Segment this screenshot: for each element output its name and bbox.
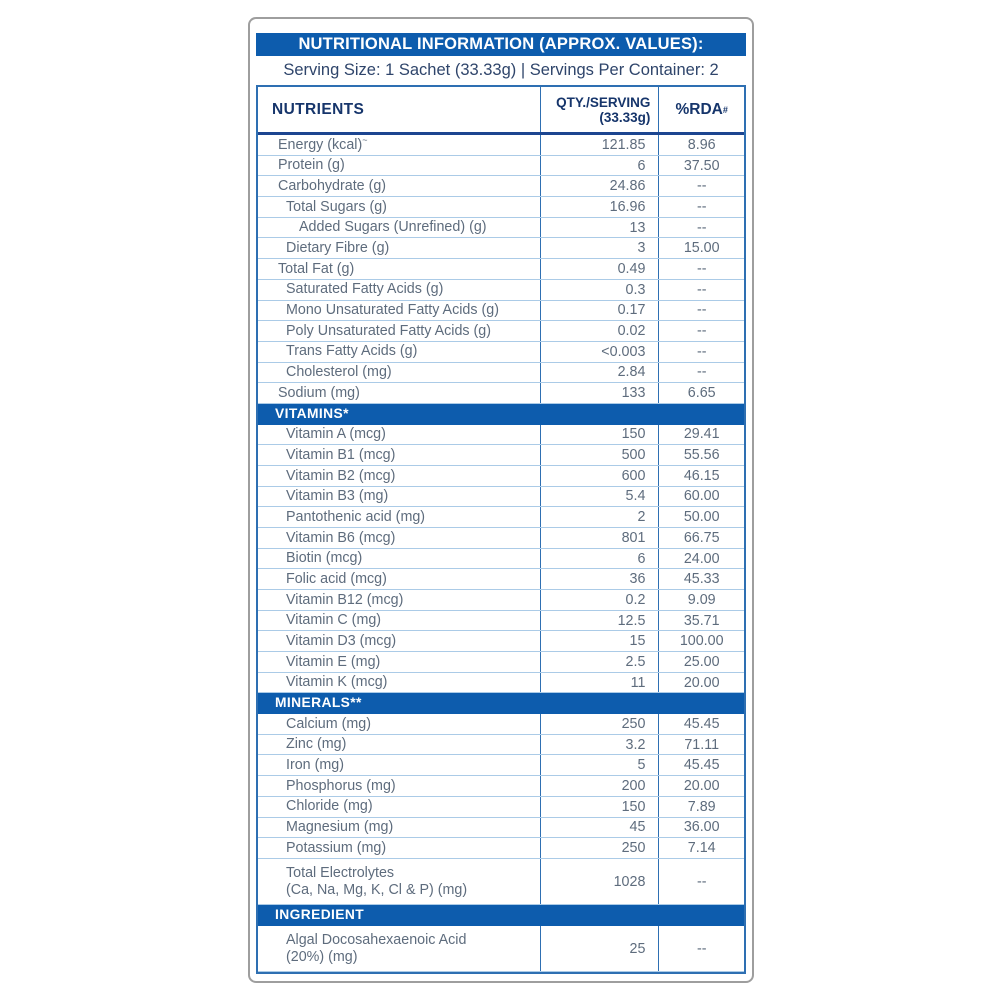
nutrient-name: Saturated Fatty Acids (g) [258,280,541,300]
nutrient-name: Mono Unsaturated Fatty Acids (g) [258,301,541,321]
nutrient-name: Algal Docosahexaenoic Acid (20%) (mg) [258,926,541,972]
nutrient-name: Vitamin C (mg) [258,611,541,631]
table-row [258,487,744,508]
qty-value: 0.2 [541,590,660,610]
col-header-qty-line1: QTY./SERVING [556,94,651,110]
nutrient-name: Total Sugars (g) [258,197,541,217]
qty-value: 6 [541,156,660,176]
rda-value: 25.00 [683,653,720,670]
rda-value: 50.00 [683,509,720,526]
qty-value: 150 [541,425,660,445]
table-row [258,197,744,218]
label-title: NUTRITIONAL INFORMATION (APPROX. VALUES): [256,33,746,56]
rda-value: -- [696,219,707,236]
table-row [258,652,744,673]
qty-value: 250 [541,714,660,734]
table-row [258,673,744,694]
table-row [258,549,744,570]
qty-value: 2 [541,507,660,527]
nutrient-name: Poly Unsaturated Fatty Acids (g) [258,321,541,341]
table-row [258,466,744,487]
qty-value: 15 [541,631,660,651]
nutrient-name: Folic acid (mcg) [258,569,541,589]
nutrition-label [248,17,754,983]
rda-value: 24.00 [683,550,720,567]
qty-value: 0.17 [541,301,660,321]
nutrient-name: Vitamin B2 (mcg) [258,466,541,486]
qty-value: 121.85 [541,135,660,155]
table-row [258,797,744,818]
rda-value: -- [696,873,707,890]
rda-value: 60.00 [683,488,720,505]
table-row [258,735,744,756]
nutrition-table [256,85,746,974]
nutrient-name: Sodium (mg) [258,383,541,403]
table-row [258,363,744,384]
rda-value: 20.00 [683,674,720,691]
rda-value: 46.15 [683,467,720,484]
rda-value: 66.75 [683,529,720,546]
table-row [258,507,744,528]
table-row [258,445,744,466]
table-row [258,528,744,549]
col-header-rda: %RDA # [675,100,728,118]
qty-value: 150 [541,797,660,817]
rda-value: 29.41 [683,426,720,443]
qty-value: 11 [541,673,660,693]
nutrient-name: Total Electrolytes (Ca, Na, Mg, K, Cl & P) (mg) [258,859,541,905]
qty-value: 24.86 [541,176,660,196]
rda-value: 7.14 [687,840,716,857]
nutrient-name: Potassium (mg) [258,838,541,858]
table-row [258,838,744,859]
nutrient-name: Calcium (mg) [258,714,541,734]
qty-value: 5 [541,755,660,775]
rda-value: 20.00 [683,777,720,794]
nutrient-name: Phosphorus (mg) [258,776,541,796]
qty-value: 600 [541,466,660,486]
qty-value: 2.84 [541,363,660,383]
rda-value: -- [696,302,707,319]
nutrient-name: Protein (g) [258,156,541,176]
nutrient-name: Vitamin K (mcg) [258,673,541,693]
table-row [258,714,744,735]
col-header-nutrients: NUTRIENTS [258,87,541,132]
col-header-qty-serving [541,87,660,132]
section-header: MINERALS** [258,693,744,714]
nutrient-name: Vitamin A (mcg) [258,425,541,445]
nutrient-name: Chloride (mg) [258,797,541,817]
nutrient-name: Added Sugars (Unrefined) (g) [258,218,541,238]
rda-value: 100.00 [679,633,724,650]
rda-value: 8.96 [687,136,716,153]
table-row [258,755,744,776]
table-row [258,590,744,611]
nutrient-name: Vitamin D3 (mcg) [258,631,541,651]
table-row [258,135,744,156]
rda-value: -- [696,940,707,957]
qty-value: 5.4 [541,487,660,507]
section-header: VITAMINS* [258,404,744,425]
rda-value: 45.45 [683,715,720,732]
rda-value: 15.00 [683,240,720,257]
table-body [258,135,744,972]
rda-value: -- [696,260,707,277]
qty-value: 250 [541,838,660,858]
rda-value: -- [696,178,707,195]
section-header: INGREDIENT [258,905,744,926]
nutrient-name: Vitamin B3 (mg) [258,487,541,507]
rda-value: 45.33 [683,571,720,588]
qty-value: 25 [541,926,660,972]
nutrient-name: Energy (kcal)~ [258,135,541,155]
nutrient-name: Vitamin B6 (mcg) [258,528,541,548]
nutrient-name: Carbohydrate (g) [258,176,541,196]
qty-value: 6 [541,549,660,569]
qty-value: 0.3 [541,280,660,300]
rda-value: 36.00 [683,819,720,836]
table-row [258,218,744,239]
qty-value: 12.5 [541,611,660,631]
nutrient-name: Biotin (mcg) [258,549,541,569]
table-row [258,238,744,259]
nutrient-name: Zinc (mg) [258,735,541,755]
table-row [258,156,744,177]
qty-value: 2.5 [541,652,660,672]
table-row [258,926,744,973]
rda-value: 9.09 [687,591,716,608]
nutrient-name: Trans Fatty Acids (g) [258,342,541,362]
rda-value: -- [696,323,707,340]
qty-value: 3.2 [541,735,660,755]
qty-value: 16.96 [541,197,660,217]
rda-value: 6.65 [687,385,716,402]
rda-value: 35.71 [683,612,720,629]
table-row [258,611,744,632]
nutrient-name: Cholesterol (mg) [258,363,541,383]
table-row [258,425,744,446]
table-row [258,776,744,797]
qty-value: 133 [541,383,660,403]
rda-value: -- [696,281,707,298]
rda-value: -- [696,364,707,381]
nutrient-name: Vitamin E (mg) [258,652,541,672]
table-row [258,631,744,652]
table-row [258,383,744,404]
nutrient-name: Magnesium (mg) [258,818,541,838]
rda-value: -- [696,198,707,215]
qty-value: 13 [541,218,660,238]
qty-value: 1028 [541,859,660,905]
qty-value: 36 [541,569,660,589]
rda-value: 45.45 [683,757,720,774]
table-row [258,176,744,197]
rda-value: -- [696,343,707,360]
qty-value: 200 [541,776,660,796]
nutrient-name: Total Fat (g) [258,259,541,279]
nutrient-name: Vitamin B12 (mcg) [258,590,541,610]
rda-value: 37.50 [683,157,720,174]
qty-value: 500 [541,445,660,465]
rda-value: 55.56 [683,447,720,464]
nutrient-name: Vitamin B1 (mcg) [258,445,541,465]
col-header-qty-line2: (33.33g) [599,109,651,125]
table-row [258,818,744,839]
table-header-row [258,87,744,135]
table-row [258,280,744,301]
table-row [258,569,744,590]
table-row [258,342,744,363]
nutrient-name: Dietary Fibre (g) [258,238,541,258]
table-row [258,859,744,906]
table-row [258,301,744,322]
nutrient-name: Iron (mg) [258,755,541,775]
nutrient-name: Pantothenic acid (mg) [258,507,541,527]
qty-value: 0.49 [541,259,660,279]
qty-value: 45 [541,818,660,838]
table-row [258,259,744,280]
table-row [258,321,744,342]
qty-value: 801 [541,528,660,548]
qty-value: 0.02 [541,321,660,341]
serving-info: Serving Size: 1 Sachet (33.33g) | Servings Per Container: 2 [283,61,719,79]
rda-value: 71.11 [684,736,720,753]
rda-value: 7.89 [687,798,716,815]
qty-value: 3 [541,238,660,258]
qty-value: <0.003 [541,342,660,362]
